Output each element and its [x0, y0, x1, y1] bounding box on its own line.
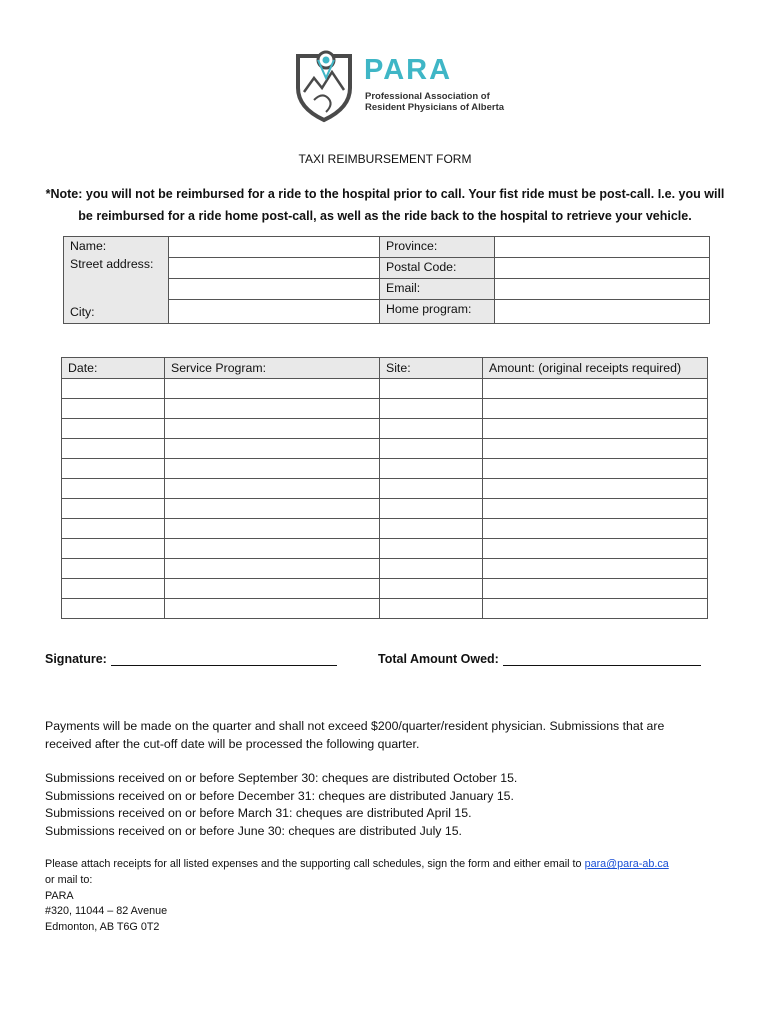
total-owed-field[interactable] — [503, 651, 701, 666]
name-label: Name: — [70, 239, 107, 253]
site-header: Site: — [380, 358, 483, 379]
city-label: City: — [70, 305, 95, 319]
street-address-field[interactable] — [169, 258, 379, 279]
date-cell[interactable] — [62, 439, 165, 459]
expense-header-row — [62, 358, 708, 379]
service-program-cell[interactable] — [165, 479, 380, 499]
address-line-3: Edmonton, AB T6G 0T2 — [45, 921, 160, 934]
expense-row — [62, 579, 708, 599]
expense-rows — [62, 379, 708, 619]
service-program-cell[interactable] — [165, 559, 380, 579]
schedule-line: Submissions received on or before December 31: cheques are distributed January 15. — [45, 788, 514, 803]
site-cell[interactable] — [380, 559, 483, 579]
expense-row — [62, 499, 708, 519]
expense-row — [62, 399, 708, 419]
expense-row — [62, 519, 708, 539]
date-cell[interactable] — [62, 379, 165, 399]
service-program-cell[interactable] — [165, 439, 380, 459]
date-cell[interactable] — [62, 419, 165, 439]
schedule-line: Submissions received on or before March 31: cheques are distributed April 15. — [45, 806, 472, 820]
signature-field[interactable] — [111, 651, 337, 666]
footer-instructions-text: Please attach receipts for all listed expenses and the supporting call schedules, sign the form and either email to — [45, 858, 585, 870]
submission-schedule — [45, 770, 517, 840]
total-owed-label: Total Amount Owed: — [378, 652, 499, 666]
service-program-cell[interactable] — [165, 539, 380, 559]
footer-instructions — [45, 857, 669, 936]
info-right-fields — [495, 237, 710, 324]
amount-cell[interactable] — [483, 439, 708, 459]
expense-row — [62, 479, 708, 499]
para-logo — [292, 48, 522, 124]
email-field[interactable] — [495, 279, 709, 300]
date-cell[interactable] — [62, 559, 165, 579]
expense-row — [62, 419, 708, 439]
info-left-labels — [64, 237, 169, 324]
amount-cell[interactable] — [483, 579, 708, 599]
service-program-cell[interactable] — [165, 419, 380, 439]
site-cell[interactable] — [380, 459, 483, 479]
site-cell[interactable] — [380, 519, 483, 539]
province-label: Province: — [380, 237, 494, 258]
amount-cell[interactable] — [483, 419, 708, 439]
date-cell[interactable] — [62, 519, 165, 539]
expense-row — [62, 599, 708, 619]
postal-code-label: Postal Code: — [380, 258, 494, 279]
city-field[interactable] — [169, 300, 379, 323]
service-program-cell[interactable] — [165, 459, 380, 479]
amount-cell[interactable] — [483, 559, 708, 579]
postal-code-field[interactable] — [495, 258, 709, 279]
info-left-fields — [169, 237, 380, 324]
site-cell[interactable] — [380, 479, 483, 499]
date-cell[interactable] — [62, 399, 165, 419]
date-cell[interactable] — [62, 539, 165, 559]
site-cell[interactable] — [380, 499, 483, 519]
province-field[interactable] — [495, 237, 709, 258]
site-cell[interactable] — [380, 439, 483, 459]
amount-cell[interactable] — [483, 459, 708, 479]
amount-cell[interactable] — [483, 499, 708, 519]
date-cell[interactable] — [62, 459, 165, 479]
service-program-cell[interactable] — [165, 579, 380, 599]
amount-cell[interactable] — [483, 599, 708, 619]
personal-info-table — [63, 236, 710, 324]
service-program-cell[interactable] — [165, 379, 380, 399]
payments-line-2: received after the cut-off date will be processed the following quarter. — [45, 737, 420, 751]
logo-brand: PARA — [364, 54, 453, 86]
payments-paragraph — [45, 717, 725, 753]
footer-line-1 — [45, 857, 669, 873]
site-cell[interactable] — [380, 579, 483, 599]
site-cell[interactable] — [380, 419, 483, 439]
address-line-2: #320, 11044 – 82 Avenue — [45, 905, 168, 918]
service-program-cell[interactable] — [165, 499, 380, 519]
shield-stethoscope-icon — [292, 48, 356, 124]
expense-table — [61, 357, 708, 619]
amount-cell[interactable] — [483, 519, 708, 539]
home-program-field[interactable] — [495, 300, 709, 323]
total-owed-line — [378, 651, 701, 666]
note-line-1: *Note: you will not be reimbursed for a ride to the hospital prior to call. Your fist ride must be post-call. I.e. you will — [45, 187, 725, 201]
date-cell[interactable] — [62, 499, 165, 519]
email-link[interactable]: para@para-ab.ca — [584, 858, 669, 870]
amount-cell[interactable] — [483, 539, 708, 559]
note — [40, 183, 730, 227]
service-program-cell[interactable] — [165, 599, 380, 619]
note-line-2: be reimbursed for a ride home post-call, as well as the ride back to the hospital to retrieve your vehicle. — [78, 209, 692, 223]
service-program-header: Service Program: — [165, 358, 380, 379]
amount-cell[interactable] — [483, 479, 708, 499]
logo-subtitle-1: Professional Association of — [365, 91, 490, 102]
site-cell[interactable] — [380, 399, 483, 419]
site-cell[interactable] — [380, 539, 483, 559]
site-cell[interactable] — [380, 379, 483, 399]
payments-line-1: Payments will be made on the quarter and shall not exceed $200/quarter/resident physician. Submissions that are — [45, 719, 665, 733]
amount-header: Amount: (original receipts required) — [483, 358, 708, 379]
form-title: TAXI REIMBURSEMENT FORM — [298, 152, 472, 166]
date-cell[interactable] — [62, 479, 165, 499]
expense-row — [62, 459, 708, 479]
name-field[interactable] — [169, 237, 379, 258]
signature-line — [45, 651, 337, 666]
signature-label: Signature: — [45, 652, 107, 666]
schedule-line: Submissions received on or before September 30: cheques are distributed October 15. — [45, 771, 518, 785]
footer-line-2: or mail to: — [45, 873, 93, 886]
date-cell[interactable] — [62, 579, 165, 599]
expense-row — [62, 559, 708, 579]
logo-subtitle-2: Resident Physicians of Alberta — [365, 102, 505, 113]
date-header: Date: — [62, 358, 165, 379]
expense-row — [62, 439, 708, 459]
address-line-1: PARA — [45, 889, 74, 902]
service-program-cell[interactable] — [165, 399, 380, 419]
amount-cell[interactable] — [483, 379, 708, 399]
expense-row — [62, 539, 708, 559]
amount-cell[interactable] — [483, 399, 708, 419]
email-label: Email: — [380, 279, 494, 300]
service-program-cell[interactable] — [165, 519, 380, 539]
street-address-field-2[interactable] — [169, 279, 379, 300]
date-cell[interactable] — [62, 599, 165, 619]
home-program-label: Home program: — [386, 302, 472, 316]
schedule-line: Submissions received on or before June 30: cheques are distributed July 15. — [45, 823, 462, 838]
expense-row — [62, 379, 708, 399]
street-address-label: Street address: — [70, 257, 154, 271]
site-cell[interactable] — [380, 599, 483, 619]
info-right-labels — [380, 237, 495, 324]
